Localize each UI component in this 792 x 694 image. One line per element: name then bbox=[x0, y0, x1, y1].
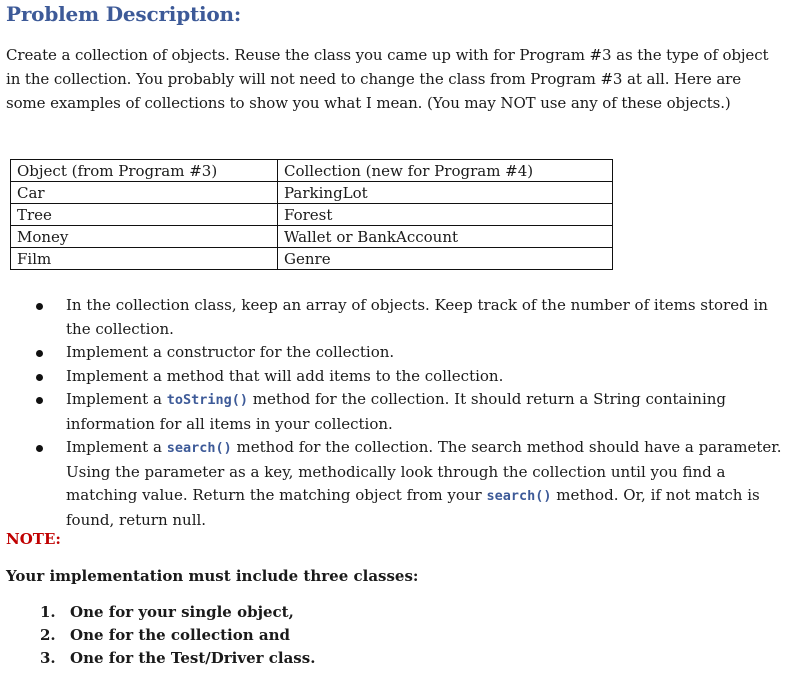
table-header-row bbox=[11, 160, 613, 182]
list-item: 2. One for the collection and bbox=[6, 624, 706, 647]
list-item: Implement a search() method for the collection. The search method should have a parameter. Using the parameter as a key, methodically look through the collection until you find a matching value. Return the matching object from your search() method. Or, if not match is found, return null. bbox=[6, 436, 786, 532]
cell-object: Car bbox=[11, 182, 278, 204]
list-item: Implement a method that will add items to the collection. bbox=[6, 365, 786, 389]
section-title: Problem Description: bbox=[6, 2, 242, 26]
bullet-icon bbox=[36, 303, 43, 310]
table-row bbox=[11, 182, 613, 204]
intro-paragraph: Create a collection of objects. Reuse the class you came up with for Program #3 as the type of object in the collection. You probably will not need to change the class from Program #3 at all. Here are some examples of collections to show you what I mean. (You may NOT use any of these objects.) bbox=[6, 46, 769, 112]
list-number: 1. bbox=[40, 603, 56, 621]
cell-collection: Genre bbox=[278, 248, 613, 270]
list-item: Implement a constructor for the collection. bbox=[6, 341, 786, 365]
implementation-heading: Your implementation must include three classes: bbox=[6, 567, 419, 585]
code-tostring: toString() bbox=[166, 392, 248, 408]
examples-table bbox=[10, 159, 613, 270]
classes-list bbox=[6, 601, 706, 670]
table-row bbox=[11, 204, 613, 226]
bullet-icon bbox=[36, 397, 43, 404]
cell-collection: ParkingLot bbox=[278, 182, 613, 204]
cell-object: Tree bbox=[11, 204, 278, 226]
cell-object: Money bbox=[11, 226, 278, 248]
cell-collection: Wallet or BankAccount bbox=[278, 226, 613, 248]
list-number: 3. bbox=[40, 649, 56, 667]
header-collection: Collection (new for Program #4) bbox=[278, 160, 613, 182]
list-item: Implement a toString() method for the collection. It should return a String containing information for all items in your collection. bbox=[6, 388, 786, 436]
code-search: search() bbox=[166, 440, 232, 456]
bullet-icon bbox=[36, 350, 43, 357]
list-item: 3. One for the Test/Driver class. bbox=[6, 647, 706, 670]
bullet-icon bbox=[36, 445, 43, 452]
cell-object: Film bbox=[11, 248, 278, 270]
list-item: 1. One for your single object, bbox=[6, 601, 706, 624]
cell-collection: Forest bbox=[278, 204, 613, 226]
table-row bbox=[11, 226, 613, 248]
code-search: search() bbox=[486, 488, 552, 504]
list-number: 2. bbox=[40, 626, 56, 644]
header-object: Object (from Program #3) bbox=[11, 160, 278, 182]
bullet-icon bbox=[36, 374, 43, 381]
table-row bbox=[11, 248, 613, 270]
list-item: In the collection class, keep an array of objects. Keep track of the number of items stored in the collection. bbox=[6, 294, 786, 341]
note-label: NOTE: bbox=[6, 530, 61, 548]
requirements-list bbox=[6, 294, 786, 532]
